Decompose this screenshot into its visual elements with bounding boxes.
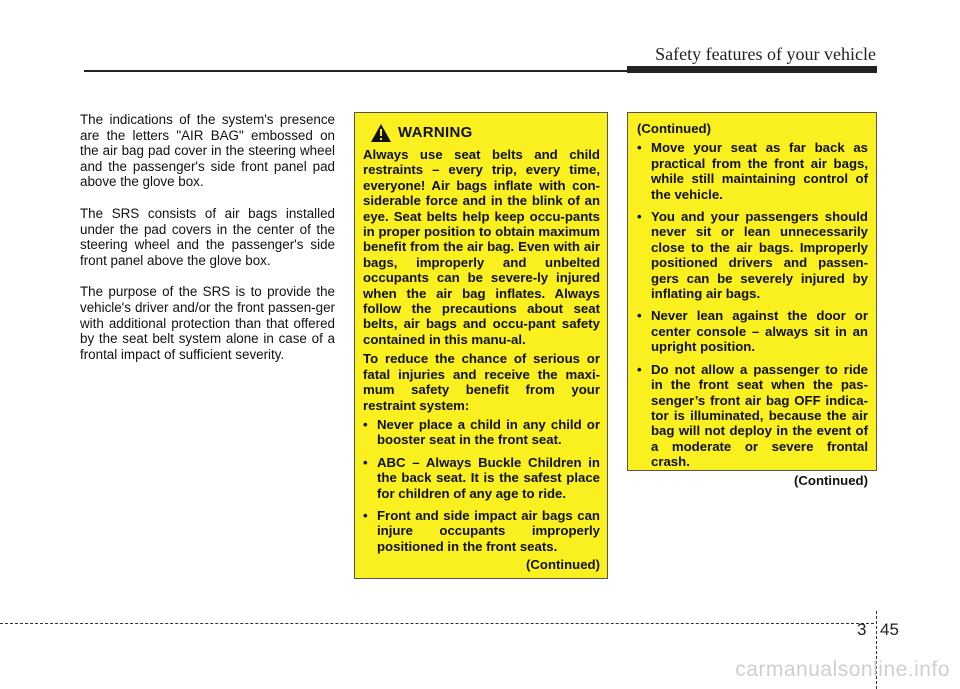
bullet-icon: •	[363, 416, 368, 432]
header-bar	[627, 66, 877, 73]
bullet-icon: •	[637, 140, 642, 156]
warning-list-item: • ABC – Always Buckle Children in the back seat. It is the safest place for children of any age to ride.	[363, 454, 600, 501]
watermark: carmanualsonline.info	[735, 658, 950, 681]
bullet-icon: •	[363, 454, 368, 470]
warning-header	[370, 123, 600, 143]
section-title: Safety features of your vehicle	[655, 44, 876, 64]
warning-list-item: • Do not allow a passenger to ride in the front seat when the pas-senger’s front air bag OFF indica-tor is illuminated, because the air bag will not deploy in the event of a moderate or severe frontal crash.	[637, 361, 868, 470]
warning-intro: Always use seat belts and child restraints – every trip, every time, everyone! Air bags inflate with con-siderable force and in the blink of an eye. Seat belts help keep occu-pants in proper position to obtain maximum benefit from the air bag. Even with air bags, improperly and unbelted occupants can be severe-ly injured when the air bag inflates. Always follow the precautions about seat belts, air bags and occu-pant safety contained in this manu-al.	[363, 147, 600, 347]
continued-label: (Continued)	[526, 557, 600, 573]
warning-intro-2: To reduce the chance of serious or fatal injuries and receive the maxi-mum safety benefit from your restraint system:	[363, 351, 600, 413]
warning-list-item: • You and your passengers should never sit or lean unnecessarily close to the air bags. Improperly positioned drivers and passen-gers can be severely injured by inflating air bags.	[637, 209, 868, 302]
bullet-icon: •	[363, 507, 368, 523]
body-paragraph: The SRS consists of air bags installed under the pad covers in the center of the steering wheel and the passenger's side front panel above the glove box.	[80, 205, 335, 268]
bullet-icon: •	[637, 209, 642, 225]
continued-top-label: (Continued)	[637, 121, 711, 136]
body-paragraph: The purpose of the SRS is to provide the vehicle's driver and/or the front passen-ger with additional protection than that offered by the seat belt system alone in case of a frontal impact of sufficient severity.	[80, 284, 335, 362]
body-text-column	[80, 112, 335, 378]
warning-title: WARNING	[398, 124, 473, 142]
bullet-icon: •	[637, 361, 642, 377]
chapter-number: 3	[857, 620, 867, 639]
warning-triangle-icon	[370, 123, 392, 143]
warning-list	[637, 140, 868, 469]
body-paragraph: The indications of the system's presence are the letters "AIR BAG" embossed on the air bag pad cover in the steering wheel and the passenger's side front panel pad above the glove box.	[80, 112, 335, 190]
warning-list-item: • Never place a child in any child or booster seat in the front seat.	[363, 416, 600, 448]
warning-list-item: • Move your seat as far back as practical from the front air bags, while still maintaining control of the vehicle.	[637, 140, 868, 202]
page-number: 45	[880, 620, 899, 639]
warning-list-item: • Never lean against the door or center console – always sit in an upright position.	[637, 308, 868, 355]
bullet-icon: •	[637, 308, 642, 324]
footer-rule	[0, 623, 874, 624]
warning-list	[363, 417, 600, 554]
warning-list-item: • Front and side impact air bags can injure occupants improperly positioned in the front seats.	[363, 507, 600, 554]
warning-continued-box	[627, 112, 877, 488]
continued-label: (Continued)	[794, 472, 868, 488]
warning-box	[354, 112, 608, 579]
